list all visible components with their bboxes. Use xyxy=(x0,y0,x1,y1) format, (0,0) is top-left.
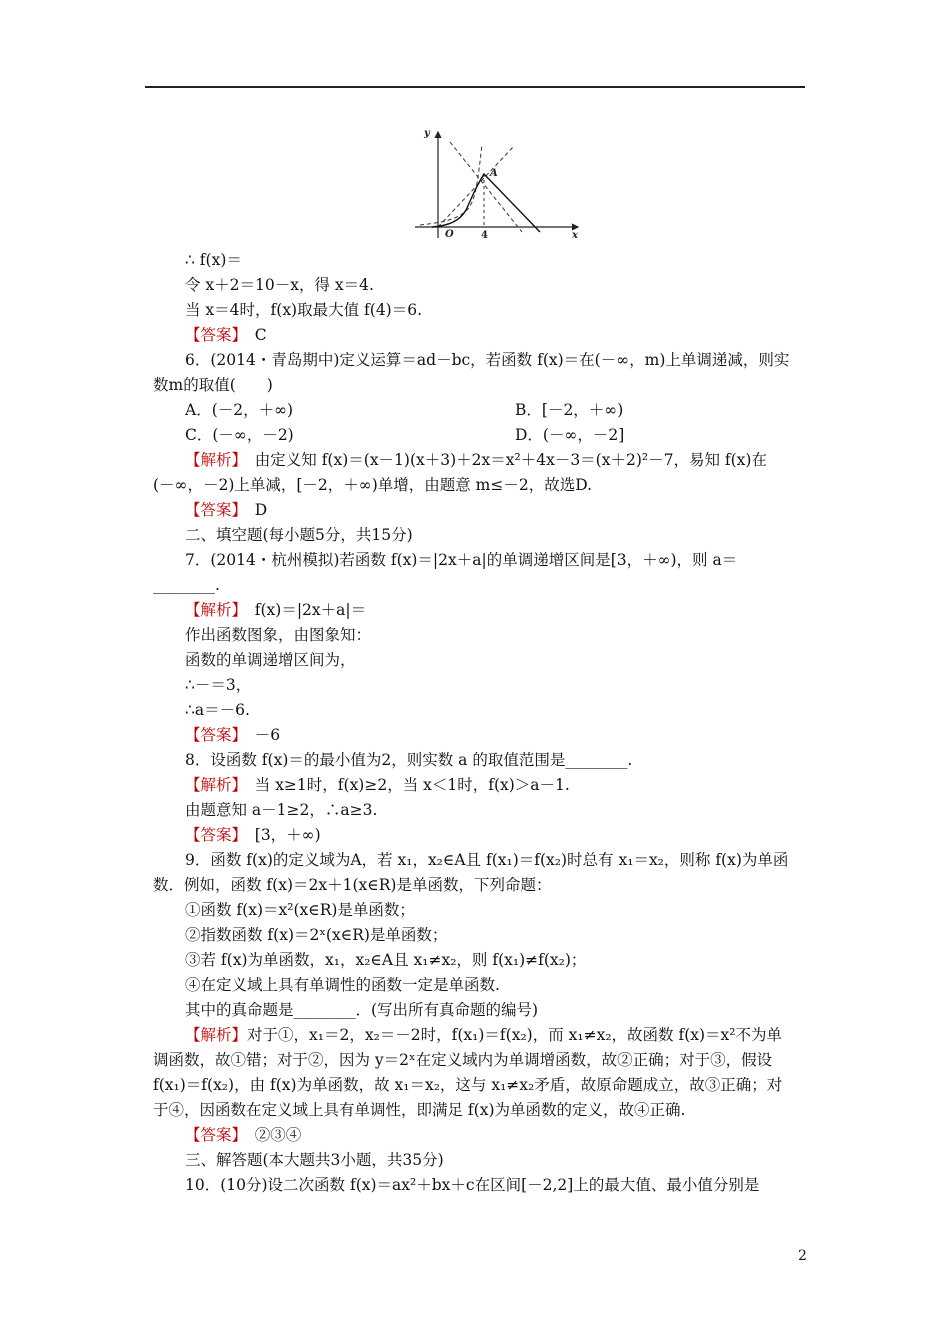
line-text: 三、解答题(本大题共3小题，共35分) xyxy=(185,1151,444,1169)
text-line xyxy=(153,923,813,948)
line-text: 于④，因函数在定义域上具有单调性，即满足 f(x)为单函数的定义，故④正确. xyxy=(153,1101,686,1119)
text-line xyxy=(153,823,813,848)
text-line xyxy=(153,673,813,698)
line-text: 对于①，x₁＝2，x₂＝－2时，f(x₁)＝f(x₂)，而 x₁≠x₂，故函数 f(x)＝x²不为单 xyxy=(247,1026,783,1044)
line-text: 10．(10分)设二次函数 f(x)＝ax²＋bx＋c在区间[－2,2]上的最大值、最小值分别是 xyxy=(185,1176,760,1194)
label-point-a: A xyxy=(490,168,498,179)
line-text: D xyxy=(239,501,268,519)
text-line xyxy=(153,373,813,398)
line-text: 8．设函数 f(x)＝的最小值为2，则实数 a 的取值范围是________. xyxy=(185,751,633,769)
line-text: 二、填空题(每小题5分，共15分) xyxy=(185,526,413,544)
text-line xyxy=(153,623,813,648)
text-line xyxy=(153,1123,813,1148)
page-number: 2 xyxy=(798,1248,807,1264)
text-line xyxy=(153,423,813,448)
line-text: (－∞，－2)上单减，[－2，＋∞)单增，由题意 m≤－2，故选D. xyxy=(153,476,593,494)
line-text: ④在定义域上具有单调性的函数一定是单函数. xyxy=(185,976,500,994)
text-line xyxy=(153,1023,813,1048)
line-text: 当 x＝4时，f(x)取最大值 f(4)＝6. xyxy=(185,301,423,319)
section-tag: 【解析】 xyxy=(185,776,240,794)
text-line xyxy=(153,598,813,623)
line-text: ________. xyxy=(153,576,220,594)
line-text: 调函数，故①错；对于②，因为 y＝2ˣ在定义域内为单调增函数，故②正确；对于③，假设 xyxy=(153,1051,773,1069)
line-text: 作出函数图象，由图象知： xyxy=(185,626,372,644)
line-text: ①函数 f(x)＝x²(x∈R)是单函数； xyxy=(185,901,415,919)
text-line xyxy=(153,473,813,498)
line-text: 6．(2014・青岛期中)定义运算＝ad－bc，若函数 f(x)＝在(－∞，m)上单调递减，则实 xyxy=(185,351,790,369)
text-line xyxy=(153,273,813,298)
section-tag: 【答案】 xyxy=(185,1126,240,1144)
line-text: ③若 f(x)为单函数，x₁，x₂∈A且 x₁≠x₂，则 f(x₁)≠f(x₂)； xyxy=(185,951,587,969)
section-tag: 【答案】 xyxy=(185,326,240,344)
text-line xyxy=(153,1173,813,1198)
line-text: ②③④ xyxy=(239,1126,302,1144)
solid-curve xyxy=(432,174,540,232)
text-line xyxy=(153,248,813,273)
text-line xyxy=(153,1098,813,1123)
text-line xyxy=(153,348,813,373)
text-line xyxy=(153,1073,813,1098)
text-line xyxy=(153,1048,813,1073)
line-text: ∴ f(x)＝ xyxy=(185,251,242,269)
text-line xyxy=(153,948,813,973)
line-text: 其中的真命题是________．(写出所有真命题的编号) xyxy=(185,1001,539,1019)
choice-option: B．[－2，＋∞) xyxy=(515,401,624,419)
section-tag: 【答案】 xyxy=(185,826,240,844)
text-line xyxy=(153,723,813,748)
text-line xyxy=(153,573,813,598)
dashed-line-right xyxy=(438,146,514,227)
section-tag: 【答案】 xyxy=(185,726,240,744)
line-text: f(x)＝|2x＋a|＝ xyxy=(239,601,367,619)
section-tag: 【解析】 xyxy=(185,1026,248,1044)
function-graph xyxy=(410,124,590,242)
text-line xyxy=(153,898,813,923)
document-body xyxy=(153,248,813,1198)
dashed-line-left xyxy=(450,142,522,232)
line-text: 令 x＋2＝10－x，得 x＝4. xyxy=(185,276,374,294)
line-text: 由定义知 f(x)＝(x－1)(x＋3)＋2x＝x²＋4x－3＝(x＋2)²－7，易知 f(x)在 xyxy=(239,451,767,469)
section-tag: 【解析】 xyxy=(185,451,240,469)
text-line xyxy=(153,298,813,323)
label-y: y xyxy=(424,128,430,139)
text-line xyxy=(153,698,813,723)
text-line xyxy=(153,548,813,573)
label-origin: O xyxy=(445,229,454,240)
line-text: f(x₁)＝f(x₂)，由 f(x)为单函数，故 x₁＝x₂，这与 x₁≠x₂矛盾，故原命题成立，故③正确；对 xyxy=(153,1076,783,1094)
line-text: 由题意知 a－1≥2，∴a≥3. xyxy=(185,801,378,819)
label-four: 4 xyxy=(481,230,488,241)
text-line xyxy=(153,748,813,773)
line-text: 数．例如，函数 f(x)＝2x＋1(x∈R)是单函数，下列命题： xyxy=(153,876,552,894)
text-line xyxy=(153,773,813,798)
line-text: ∴－＝3， xyxy=(185,676,252,694)
label-x: x xyxy=(572,230,578,241)
text-line xyxy=(153,398,813,423)
line-text: 7．(2014・杭州模拟)若函数 f(x)＝|2x＋a|的单调递增区间是[3，＋∞)，则 a＝ xyxy=(185,551,738,569)
text-line xyxy=(153,448,813,473)
text-line xyxy=(153,848,813,873)
text-line xyxy=(153,1148,813,1173)
text-line xyxy=(153,498,813,523)
section-tag: 【答案】 xyxy=(185,501,240,519)
text-line xyxy=(153,998,813,1023)
header-rule xyxy=(145,86,805,88)
line-text: －6 xyxy=(239,726,281,744)
line-text: ∴a＝－6. xyxy=(185,701,250,719)
line-text: [3，＋∞) xyxy=(239,826,321,844)
text-line xyxy=(153,873,813,898)
line-text: 数m的取值( ) xyxy=(153,376,273,394)
line-text: 函数的单调递增区间为， xyxy=(185,651,356,669)
choice-option: A．(－2，＋∞) xyxy=(185,401,294,419)
line-text: ②指数函数 f(x)＝2ˣ(x∈R)是单函数； xyxy=(185,926,448,944)
text-line xyxy=(153,648,813,673)
text-line xyxy=(153,523,813,548)
dashed-curve xyxy=(420,144,482,225)
line-text: 当 x≥1时，f(x)≥2，当 x＜1时，f(x)＞a－1. xyxy=(239,776,570,794)
line-text: C xyxy=(239,326,267,344)
choice-option: C．(－∞，－2) xyxy=(185,426,294,444)
text-line xyxy=(153,323,813,348)
line-text: 9．函数 f(x)的定义域为A，若 x₁，x₂∈A且 f(x₁)＝f(x₂)时总有 x₁＝x₂，则称 f(x)为单函 xyxy=(185,851,789,869)
section-tag: 【解析】 xyxy=(185,601,240,619)
text-line xyxy=(153,973,813,998)
choice-option: D．(－∞，－2] xyxy=(515,426,625,444)
text-line xyxy=(153,798,813,823)
